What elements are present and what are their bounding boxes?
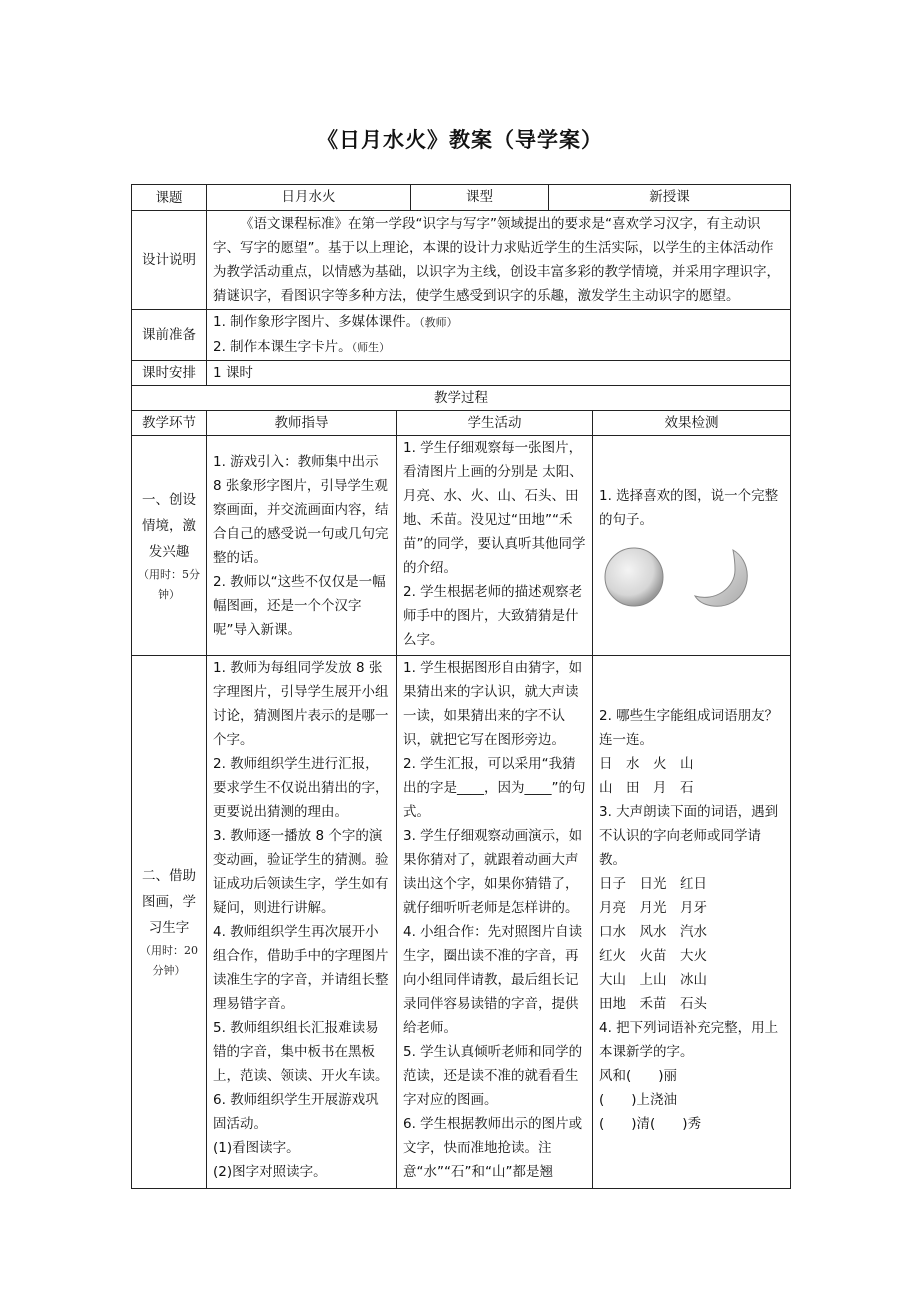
prep-note-1: （教师） — [419, 316, 458, 329]
crescent-moon-icon — [693, 546, 751, 608]
col-teacher-header: 教师指导 — [207, 411, 397, 436]
stage-2-check-line: 月亮 月光 月牙 — [599, 900, 707, 916]
stage-2-teacher-step: (1)看图读字。 — [213, 1140, 300, 1156]
stage-2-row — [132, 656, 791, 1189]
stage-2-check-line: 4. 把下列词语补充完整，用上本课新学的字。 — [599, 1020, 779, 1060]
stage-2-teacher-step: 4. 教师组织学生再次展开小组合作，借助手中的字理图片读准生字的字音，并请组长整理易错字音。 — [213, 924, 389, 1012]
stage-1-time: （用时：5分钟） — [138, 567, 200, 601]
stage-2-check-line: 口水 风水 汽水 — [599, 924, 707, 940]
stage-1-name: 一、创设情境，激发兴趣 — [142, 491, 196, 560]
prep-label: 课前准备 — [132, 310, 207, 361]
stage-1-row — [132, 436, 791, 656]
stage-2-teacher-step: 6. 教师组织学生开展游戏巩固活动。 — [213, 1092, 379, 1132]
process-column-headers — [132, 411, 791, 436]
design-label: 设计说明 — [132, 211, 207, 310]
header-row — [132, 185, 791, 211]
document-title: 《日月水火》教案（导学案） — [317, 128, 603, 152]
stage-2-check-line: 红火 火苗 大火 — [599, 948, 707, 964]
schedule-label: 课时安排 — [132, 361, 207, 386]
stage-2-check-line: 大山 上山 冰山 — [599, 972, 707, 988]
stage-1-student-step: 1. 学生仔细观察每一张图片，看清图片上画的分别是 太阳、月亮、水、火、山、石头、田地、禾苗。没见过“田地”“禾苗”的同学，要认真听其他同学的介绍。 — [403, 440, 586, 576]
process-title: 教学过程 — [132, 386, 791, 411]
stage-2-student-step: 5. 学生认真倾听老师和同学的范读，还是读不准的就看看生字对应的图画。 — [403, 1044, 583, 1108]
stage-2-check-line: 2. 哪些生字能组成词语朋友？连一连。 — [599, 708, 779, 748]
stage-2-teacher-step: 2. 教师组织学生进行汇报，要求学生不仅说出猜出的字，更要说出猜测的理由。 — [213, 756, 389, 820]
stage-2-teacher-step: 3. 教师逐一播放 8 个字的演变动画，验证学生的猜测。验证成功后领读生字，学生如有疑问，则进行讲解。 — [213, 828, 389, 916]
prep-row — [132, 310, 791, 361]
type-label: 课型 — [411, 185, 549, 210]
stage-2-check-line: 田地 禾苗 石头 — [599, 996, 707, 1012]
moon-images — [599, 546, 784, 608]
col-student-header: 学生活动 — [397, 411, 593, 436]
stage-2-name: 二、借助图画，学习生字 — [142, 868, 196, 936]
design-text: 《语文课程标准》在第一学段“识字与写字”领域提出的要求是“喜欢学习汉字，有主动识字、写字的愿望”。基于以上理论，本课的设计力求贴近学生的生活实际，以学生的主体活动作为教学活动重点，以情感为基础，以识字为主线，创设丰富多彩的教学情境，并采用字理识字，猜谜识字，看图识字等多种方法，使学生感受到识字的乐趣，激发学生主动识字的愿望。 — [213, 216, 780, 304]
stage-2-check-line: 3. 大声朗读下面的词语，遇到不认识的字向老师或同学请教。 — [599, 804, 779, 868]
col-check-header: 效果检测 — [593, 411, 791, 436]
stage-1-check-text: 1. 选择喜欢的图，说一个完整的句子。 — [599, 487, 779, 528]
prep-line-2: 2. 制作本课生字卡片。（师生） — [213, 339, 391, 355]
topic-label: 课题 — [132, 185, 207, 211]
stage-2-student-step: 2. 学生汇报，可以采用“我猜出的字是____，因为____”的句式。 — [403, 756, 586, 820]
schedule-value: 1 课时 — [207, 361, 791, 386]
design-row — [132, 211, 791, 310]
stage-1-student-step: 2. 学生根据老师的描述观察老师手中的图片，大致猜猜是什么字。 — [403, 584, 583, 648]
stage-2-student-step: 6. 学生根据教师出示的图片或文字，快而准地抢读。注意“水”“石”和“山”都是翘 — [403, 1116, 583, 1180]
type-value: 新授课 — [649, 189, 690, 205]
topic-value: 日月水火 — [207, 185, 411, 210]
stage-2-student-step: 4. 小组合作：先对照图片自读生字，圈出读不准的字音，再向小组同伴请教，最后组长记录同伴容易读错的字音，提供给老师。 — [403, 924, 583, 1036]
prep-line-1: 1. 制作象形字图片、多媒体课件。（教师） — [213, 314, 458, 330]
stage-1-teacher-step: 2. 教师以“这些不仅仅是一幅幅图画，还是一个个汉字呢”导入新课。 — [213, 573, 386, 638]
stage-2-time: （用时：20分钟） — [140, 944, 198, 977]
stage-2-student-step: 3. 学生仔细观察动画演示，如果你猜对了，就跟着动画大声读出这个字，如果你猜错了，就仔细听听老师是怎样讲的。 — [403, 828, 583, 916]
process-title-row — [132, 386, 791, 411]
schedule-row — [132, 361, 791, 386]
stage-1-teacher-step: 1. 游戏引入：教师集中出示 8 张象形字图片，引导学生观察画面，并交流画面内容，结合自己的感受说一句或几句完整的话。 — [213, 453, 389, 566]
stage-2-check-line: ( )清( )秀 — [599, 1116, 702, 1132]
stage-2-check-line: 山 田 月 石 — [599, 780, 694, 796]
stage-2-teacher-step: (2)图字对照读字。 — [213, 1164, 327, 1180]
lesson-plan-table — [131, 184, 791, 1189]
stage-2-check-line: 风和( )丽 — [599, 1068, 678, 1084]
stage-2-check-line: ( )上浇油 — [599, 1092, 678, 1108]
prep-note-2: （师生） — [351, 341, 391, 354]
col-stage-header: 教学环节 — [132, 411, 207, 436]
stage-2-teacher-step: 5. 教师组织组长汇报难读易错的字音，集中板书在黑板上，范读、领读、开火车读。 — [213, 1020, 389, 1084]
stage-2-check-line: 日子 日光 红日 — [599, 876, 707, 892]
stage-2-check-line: 日 水 火 山 — [599, 756, 694, 772]
stage-2-student-step: 1. 学生根据图形自由猜字，如果猜出来的字认识，就大声读一读，如果猜出来的字不认识，就把它写在图形旁边。 — [403, 660, 583, 748]
full-moon-icon — [603, 546, 665, 608]
stage-2-teacher-step: 1. 教师为每组同学发放 8 张字理图片，引导学生展开小组讨论，猜测图片表示的是哪一个字。 — [213, 660, 389, 748]
